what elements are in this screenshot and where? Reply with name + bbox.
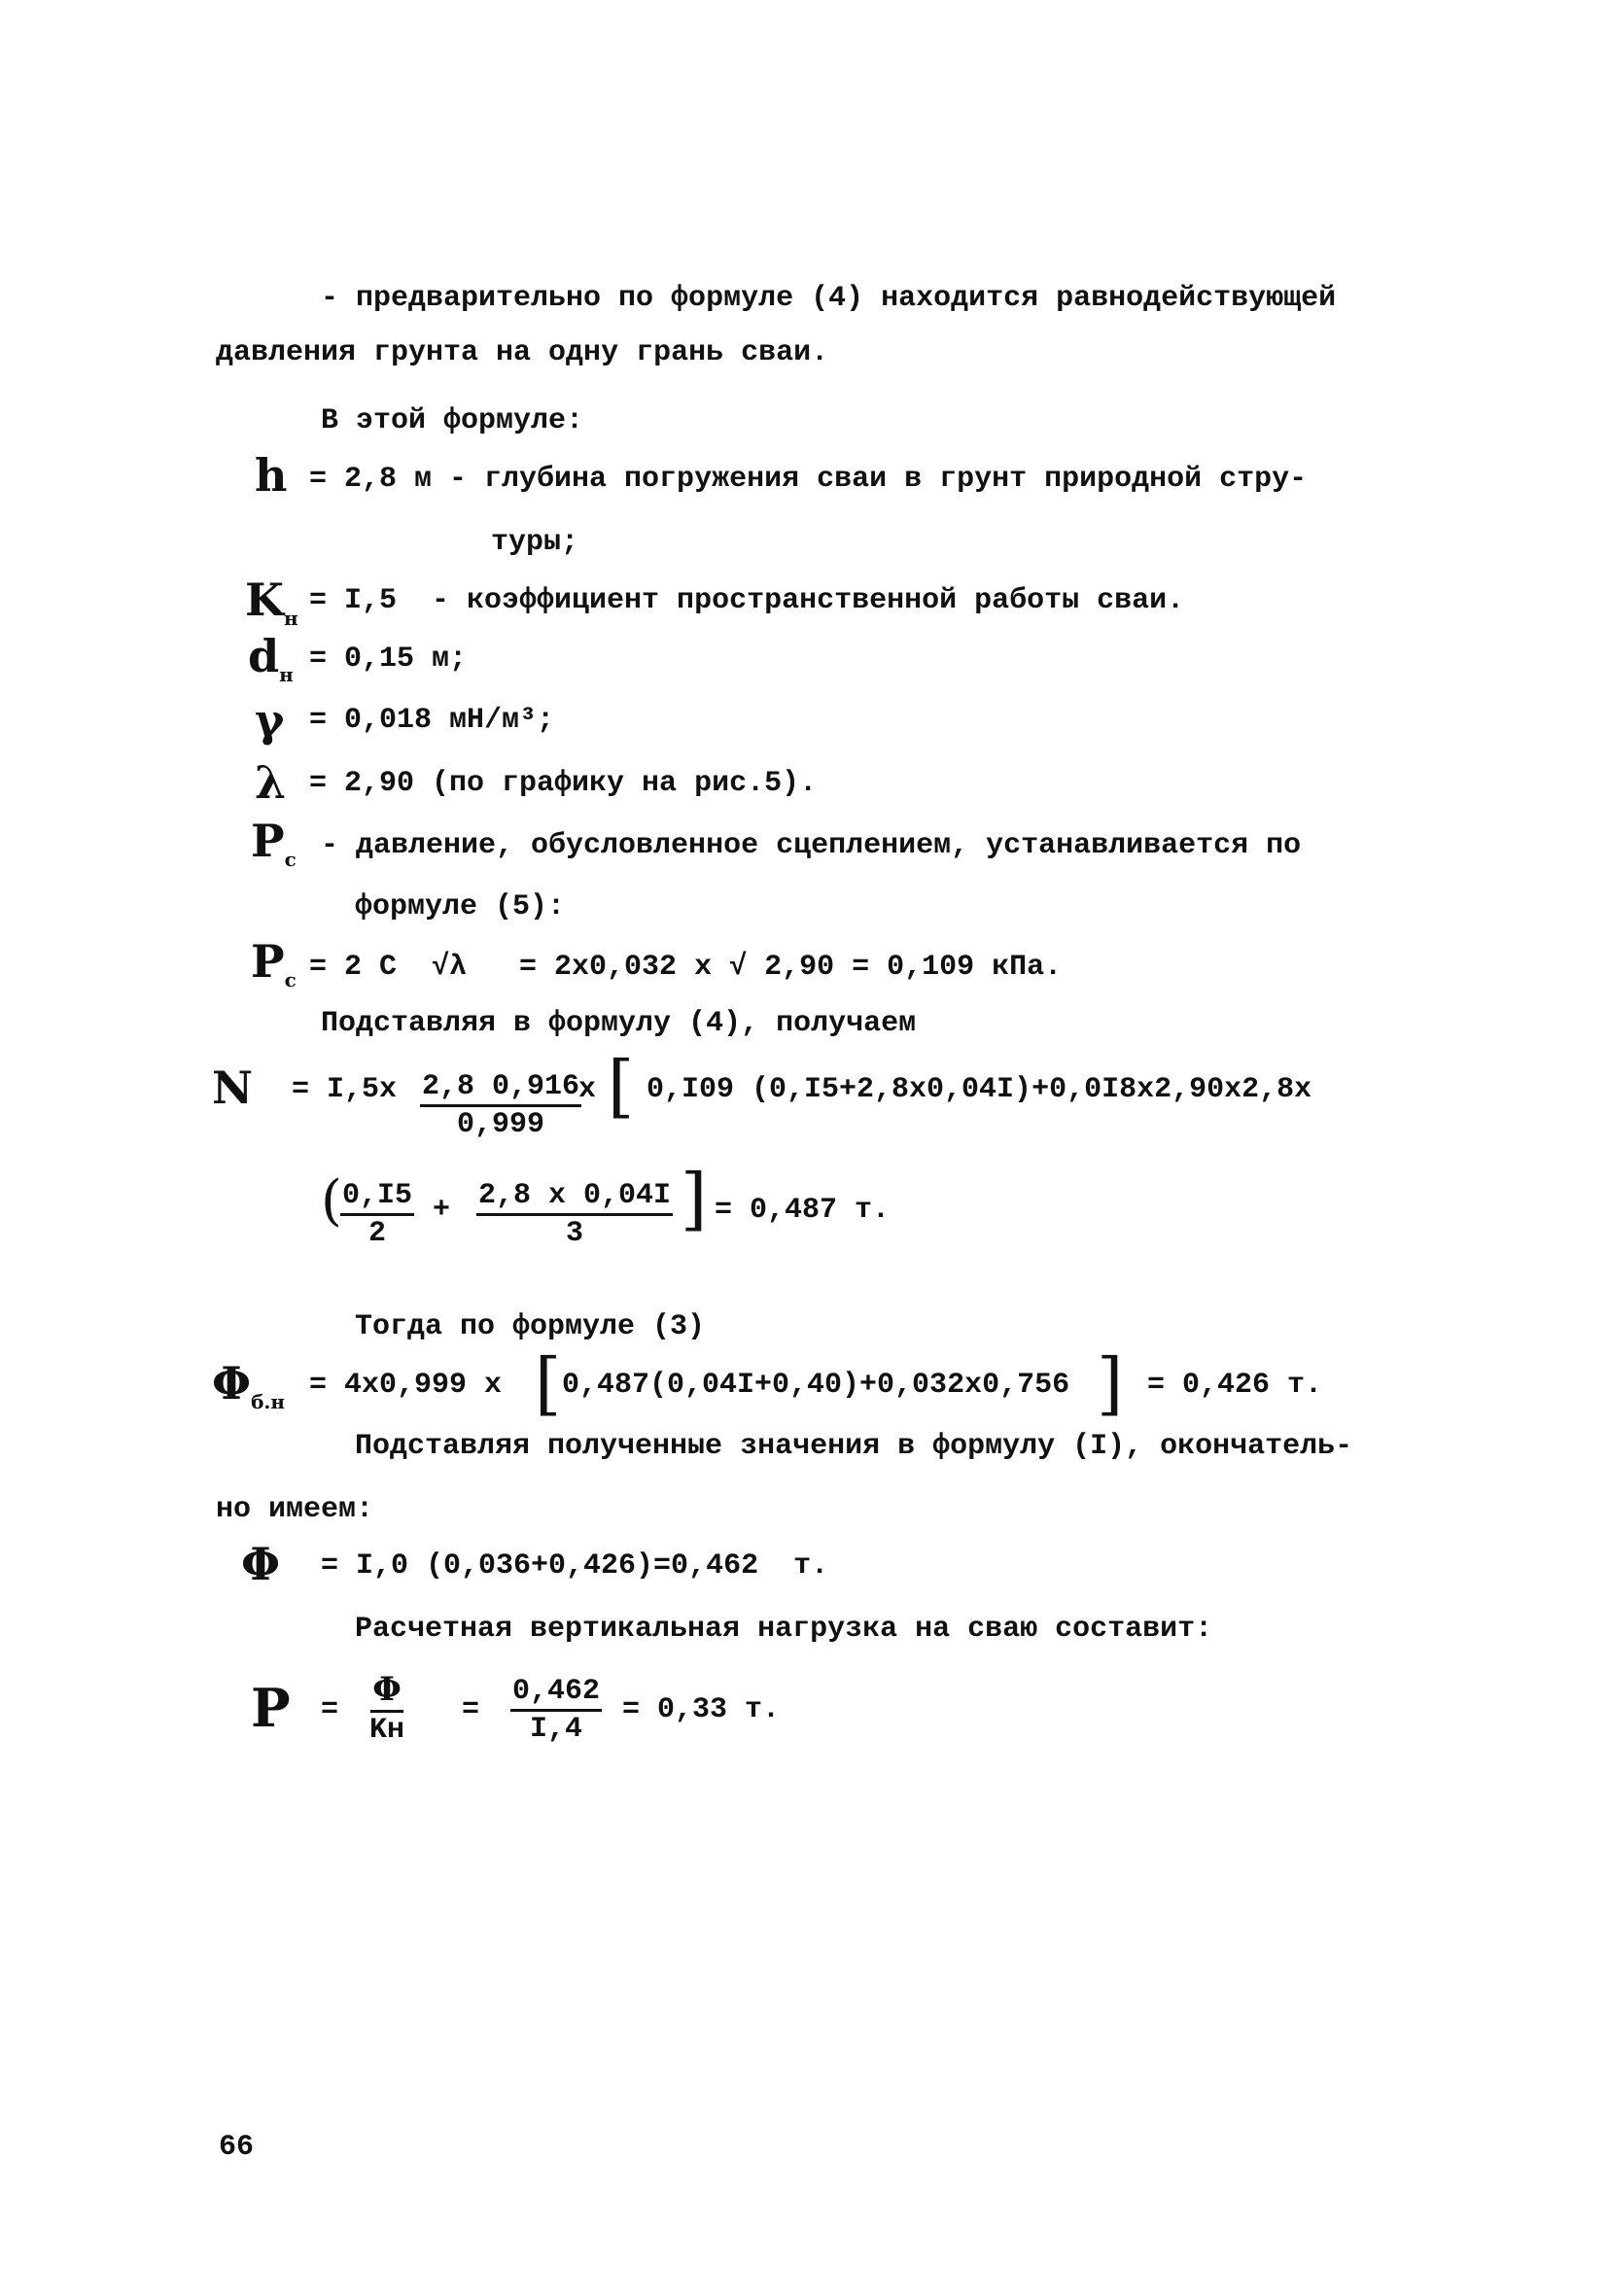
symbol-h: h bbox=[255, 449, 288, 502]
text-line: но имеем: bbox=[216, 1493, 374, 1526]
formula-result: = 0,487 т. bbox=[715, 1194, 891, 1227]
bracket-open: [ bbox=[535, 1343, 562, 1423]
text-line: = 2,90 (по графику на рис.5). bbox=[309, 767, 818, 800]
formula-part: 0,487(0,04I+0,40)+0,032x0,756 bbox=[562, 1369, 1070, 1402]
bracket-open: [ bbox=[608, 1046, 635, 1126]
text-line: формуле (5): bbox=[355, 890, 566, 923]
fraction: Φ Kн bbox=[369, 1670, 405, 1747]
symbol-pc: $P_c$ bbox=[251, 815, 297, 872]
fraction: $\frac{2,8 x 0,04I}{3}$ bbox=[478, 1179, 672, 1250]
text-line: = 2,8 м - глубина погружения сваи в грунт природной стру- bbox=[309, 463, 1308, 496]
text-line: = I,5 - коэффициент пространственной работы сваи. bbox=[309, 584, 1185, 617]
symbol-phi: Φ bbox=[241, 1538, 281, 1590]
formula-part: + bbox=[433, 1194, 451, 1227]
fraction: $\frac{0,I5}{2}$ bbox=[342, 1179, 413, 1250]
text-line: = 0,018 мН/м³; bbox=[309, 704, 555, 737]
page-number: 66 bbox=[219, 2131, 255, 2164]
fraction: $\frac{0,462}{I,4}$ bbox=[512, 1675, 601, 1746]
paren-open: ( bbox=[321, 1169, 342, 1233]
text-line: Тогда по формуле (3) bbox=[355, 1310, 706, 1343]
text-line: Подставляя в формулу (4), получаем bbox=[321, 1007, 917, 1040]
text-line: - давление, обусловленное сцеплением, устанавливается по bbox=[321, 829, 1302, 862]
formula-result: = 0,33 т. bbox=[622, 1693, 781, 1726]
text-line: = 0,15 м; bbox=[309, 643, 468, 676]
formula-part: = bbox=[321, 1693, 339, 1726]
formula-part: = I,5x bbox=[292, 1073, 398, 1106]
text-line: Подставляя полученные значения в формулу (I), окончатель- bbox=[355, 1430, 1353, 1463]
symbol-n: N bbox=[212, 1061, 254, 1114]
formula-phi: = I,0 (0,036+0,426)=0,462 т. bbox=[321, 1549, 829, 1583]
formula-part: = 4x0,999 x bbox=[309, 1369, 503, 1402]
symbol-lambda: λ bbox=[255, 756, 287, 809]
bracket-close: ] bbox=[1097, 1343, 1124, 1423]
symbol-gamma: γ bbox=[255, 694, 285, 747]
symbol-kn: $K_н$ bbox=[245, 574, 298, 631]
formula-pc: = 2 C √λ = 2x0,032 x √ 2,90 = 0,109 кПа. bbox=[309, 951, 1063, 984]
text-line: В этой формуле: bbox=[321, 404, 584, 437]
formula-part: 0,I09 (0,I5+2,8x0,04I)+0,0I8x2,90x2,8x bbox=[647, 1073, 1312, 1106]
fraction: $\frac{2,8 0,916}{0,999}$ bbox=[422, 1070, 580, 1141]
formula-part: = bbox=[462, 1693, 480, 1726]
symbol-phi-bn: $\Phi_{б.н}$ bbox=[212, 1357, 286, 1414]
formula-part: x bbox=[578, 1073, 597, 1106]
formula-result: = 0,426 т. bbox=[1147, 1369, 1323, 1402]
text-line: Расчетная вертикальная нагрузка на сваю составит: bbox=[355, 1613, 1213, 1646]
symbol-dn: $d_н$ bbox=[248, 630, 294, 687]
text-line: туры; bbox=[491, 526, 579, 559]
text-line: - предварительно по формуле (4) находится равнодействующей bbox=[321, 282, 1337, 315]
text-line: давления грунта на одну грань сваи. bbox=[216, 336, 829, 369]
symbol-p: P bbox=[251, 1677, 291, 1739]
symbol-pc: $P_c$ bbox=[251, 935, 297, 992]
bracket-close: ] bbox=[681, 1159, 708, 1238]
